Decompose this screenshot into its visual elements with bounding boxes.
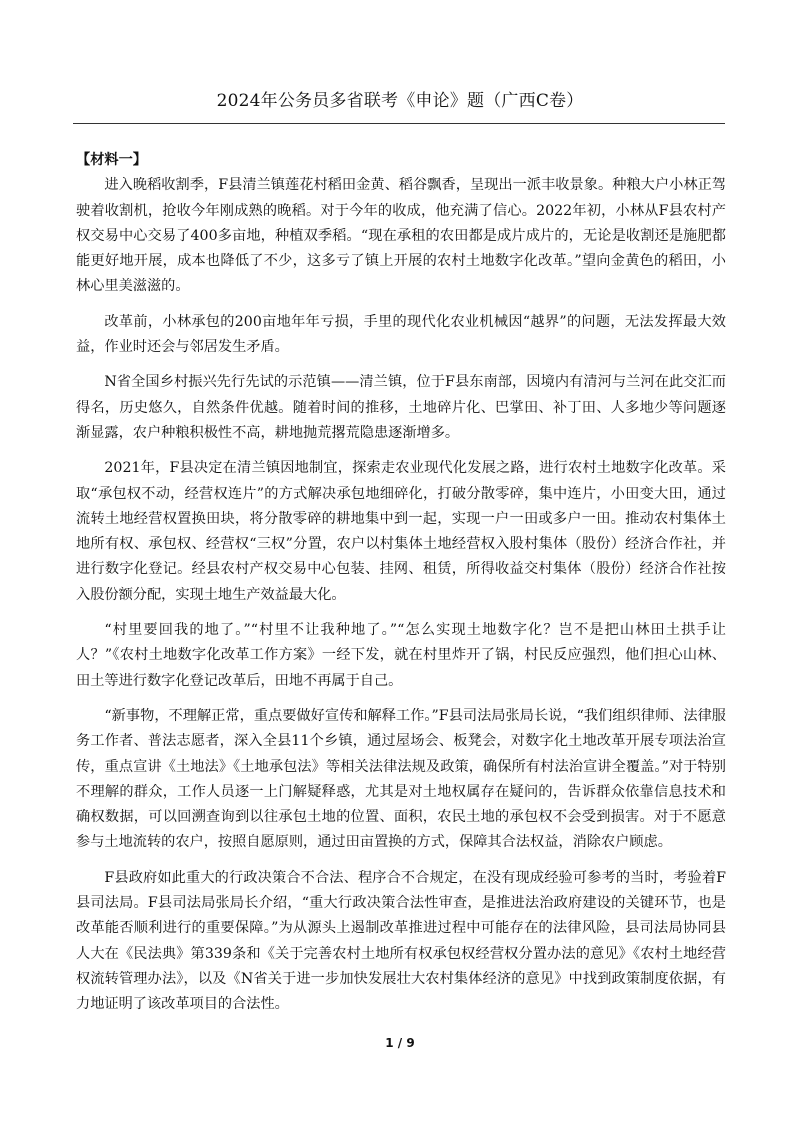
document-title: 2024年公务员多省联考《申论》题（广西C卷）	[216, 91, 584, 111]
page-number: 1 / 9	[385, 1036, 415, 1050]
paragraph-3: N省全国乡村振兴先行先试的示范镇——清兰镇，位于F县东南部，因境内有清河与兰河在此交汇而得名，历史悠久，自然条件优越。随着时间的推移，土地碎片化、巴掌田、补丁田、人多地少等问题逐渐显露，农户种粮积极性不高，耕地抛荒撂荒隐患逐渐增多。	[76, 374, 726, 441]
paragraph-7: F县政府如此重大的行政决策合不合法、程序合不合规定，在没有现成经验可参考的当时，考验着F县司法局。F县司法局张局长介绍，“重大行政决策合法性审查，是推进法治政府建设的关键环节，也是改革能否顺利进行的重要保障。”为从源头上遏制改革推进过程中可能存在的法律风险，县司法局协同县人大在《民法典》第339条和《关于完善农村土地所有权承包权经营权分置办法的意见》《农村土地经营权流转管理办法》，以及《N省关于进一步加快发展壮大农村集体经济的意见》中找到政策制度依据，有力地证明了该改革项目的合法性。	[76, 869, 726, 1013]
title-divider	[73, 123, 725, 124]
paragraph-1: 进入晚稻收割季，F县清兰镇莲花村稻田金黄、稻谷飘香，呈现出一派丰收景象。种粮大户小林正驾驶着收割机，抢收今年刚成熟的晚稻。对于今年的收成，他充满了信心。2022年初，小林从F县农村产权交易中心交易了400多亩地，种植双季稻。“现在承租的农田都是成片成片的，无论是收割还是施肥都能更好地开展，成本也降低了不少，这多亏了镇上开展的农村土地数字化改革。”望向金黄色的稻田，小林心里美滋滋的。	[76, 177, 726, 295]
paragraph-4: 2021年，F县决定在清兰镇因地制宜，探索走农业现代化发展之路，进行农村土地数字化改革。采取“承包权不动，经营权连片”的方式解决承包地细碎化，打破分散零碎，集中连片，小田变大田，通过流转土地经营权置换田块，将分散零碎的耕地集中到一起，实现一户一田或多户一田。推动农村集体土地所有权、承包权、经营权“三权”分置，农户以村集体土地经营权入股村集体（股份）经济合作社，并进行数字化登记。经县农村产权交易中心包装、挂网、租赁，所得收益交村集体（股份）经济合作社按入股份额分配，实现土地生产效益最大化。	[76, 460, 726, 603]
document-body	[76, 148, 726, 1028]
paragraph-2: 改革前，小林承包的200亩地年年亏损，手里的现代化农业机械因“越界”的问题，无法发挥最大效益，作业时还会与邻居发生矛盾。	[76, 313, 726, 356]
section-heading: 【材料一】	[76, 152, 147, 168]
paragraph-6: “新事物，不理解正常，重点要做好宣传和解释工作。”F县司法局张局长说，“我们组织律师、法律服务工作者、普法志愿者，深入全县11个乡镇，通过屋场会、板凳会，对数字化土地改革开展专项法治宣传，重点宣讲《土地法》《土地承包法》等相关法律法规及政策，确保所有村法治宣讲全覆盖。”对于特别不理解的群众，工作人员逐一上门解疑释惑，尤其是对土地权属存在疑问的，告诉群众依靠信息技术和确权数据，可以回溯查询到以往承包土地的位置、面积，农民土地的承包权不会受到损害。对于不愿意参与土地流转的农户，按照自愿原则，通过田亩置换的方式，保障其合法权益，消除农户顾虑。	[76, 707, 726, 851]
paragraph-5: “村里要回我的地了。”“村里不让我种地了。”“怎么实现土地数字化？岂不是把山林田土拱手让人？”《农村土地数字化改革工作方案》一经下发，就在村里炸开了锅，村民反应强烈，他们担心山林、田土等进行数字化登记改革后，田地不再属于自己。	[76, 622, 726, 689]
